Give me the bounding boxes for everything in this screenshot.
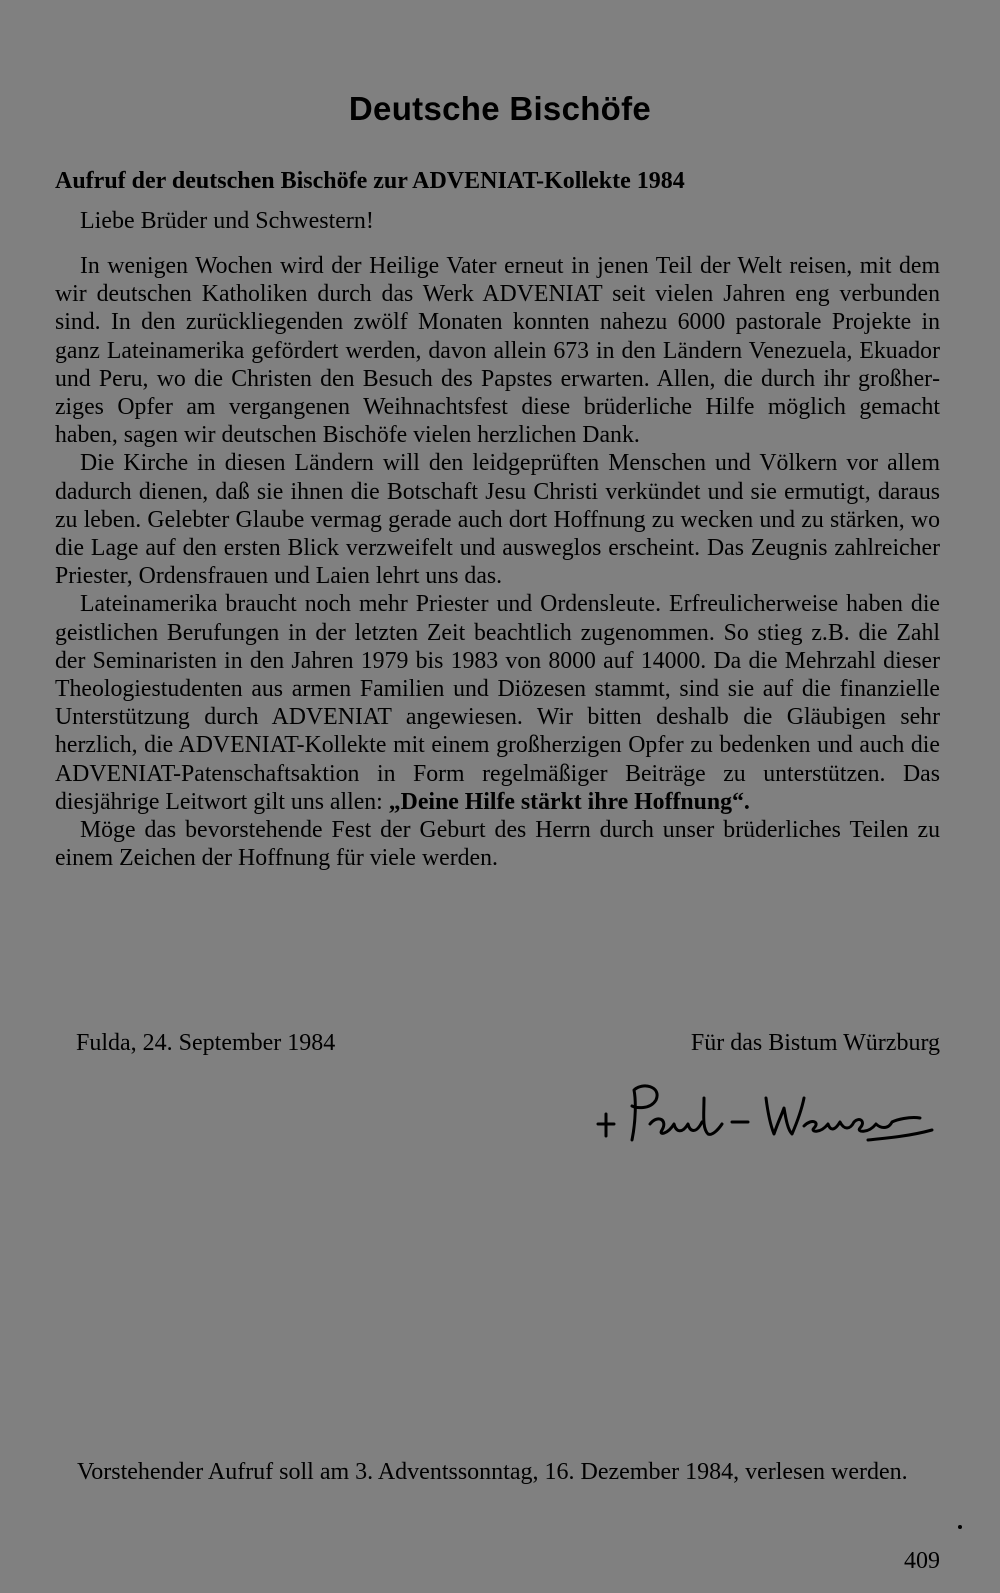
document-subtitle: Aufruf der deutschen Bischöfe zur ADVENIAT-Kollekte 1984 (55, 168, 685, 194)
page-title: Deutsche Bischöfe (348, 90, 652, 127)
paragraph-3-text: Lateinamerika braucht noch mehr Priester und Ordensleute. Erfreulicherweise haben die geistlichen Berufungen in der letzten Zeit beachtlich zugenommen. So stieg z.B. die Zahl der Seminaristen in den Jahren 1979 bis 1983 von 8000 auf 14000. Da die Mehrzahl dieser Theologiestudenten aus armen Familien und Diözesen stammt, sind sie auf die finanzielle Unterstützung durch ADVENIAT angewiesen. Wir bitten deshalb die Gläubigen sehr herzlich, die ADVENIAT-Kollekte mit einem großherzigen Opfer zu bedenken und auch die ADVENIAT-Patenschaftsaktion in Form regelmäßiger Beiträge zu unterstützen. Das diesjährige Leitwort gilt uns allen: (55, 591, 940, 815)
footer-note (55, 1458, 940, 1486)
handwritten-signature (592, 1078, 952, 1158)
paragraph-3 (55, 590, 940, 816)
place-date: Fulda, 24. September 1984 (76, 1030, 336, 1056)
motto: „Deine Hilfe stärkt ihre Hoffnung“. (388, 788, 750, 815)
salutation: Liebe Brüder und Schwestern! (80, 208, 374, 234)
for-diocese: Für das Bistum Würzburg (690, 1030, 940, 1056)
print-speck (958, 1525, 962, 1529)
paragraph-2: Die Kirche in diesen Ländern will den leidgeprüften Menschen und Völkern vor allem dadurch dienen, daß sie ihnen die Botschaft Jesu Christi verkündet und sie ermutigt, daraus zu leben. Gelebter Glaube vermag gerade auch dort Hoffnung zu wecken und zu stärken, wo die Lage auf den ersten Blick verzweifelt und ausweglos erscheint. Das Zeugnis zahlreicher Priester, Ordensfrauen und Laien lehrt uns das. (55, 450, 940, 590)
footer-note-text: Vorstehender Aufruf soll am 3. Adventssonntag, 16. Dezember 1984, verlesen werden. (77, 1459, 908, 1485)
page-number: 409 (904, 1548, 940, 1574)
letter-body (55, 252, 940, 872)
paragraph-1: In wenigen Wochen wird der Heilige Vater erneut in jenen Teil der Welt reisen, mit dem wir deutschen Katholiken durch das Werk ADVENIAT seit vielen Jahren eng verbunden sind. In den zurückliegenden zwölf Monaten konnten nahezu 6000 pastorale Projekte in ganz Lateinamerika gefördert werden, davon allein 673 in den Ländern Venezuela, Ekuador und Peru, wo die Christen den Besuch des Papstes erwarten. Allen, die durch ihr großherziges Opfer am vergangenen Weihnachtsfest diese brüderliche Hilfe möglich gemacht haben, sagen wir deutschen Bischöfe vielen herzlichen Dank. (55, 253, 940, 449)
paragraph-4: Möge das bevorstehende Fest der Geburt des Herrn durch unser brüderliches Teilen zu einem Zeichen der Hoffnung für viele werden. (55, 817, 940, 872)
